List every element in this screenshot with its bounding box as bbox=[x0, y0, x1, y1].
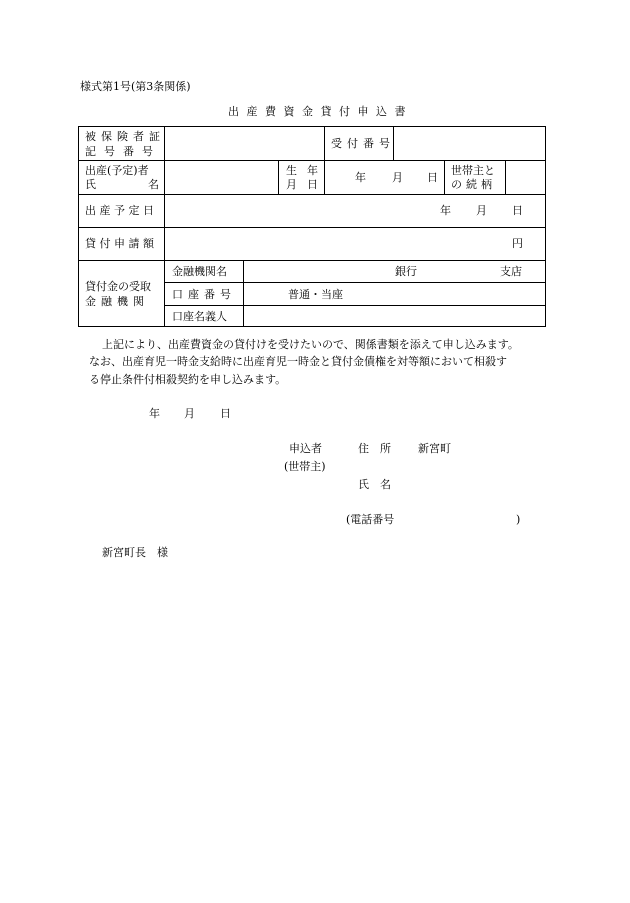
birth-label-1a: 生 bbox=[286, 164, 297, 177]
receipt-number-label: 受付番号 bbox=[331, 137, 395, 150]
expectant-name-label-line2b: 名 bbox=[148, 178, 159, 191]
addressee: 新宮町長 様 bbox=[102, 546, 168, 559]
insurance-number-field[interactable] bbox=[166, 128, 322, 158]
relation-label-line2: の続柄 bbox=[451, 178, 496, 191]
address-label: 住 所 bbox=[358, 442, 391, 455]
phone-close: ) bbox=[516, 513, 521, 526]
due-year: 年 bbox=[440, 204, 451, 217]
amount-label: 貸付申請額 bbox=[85, 237, 158, 250]
birth-label-2b: 日 bbox=[307, 178, 318, 191]
branch-suffix: 支店 bbox=[500, 265, 522, 278]
account-number-label: 口座番号 bbox=[172, 288, 236, 301]
row-divider bbox=[78, 260, 546, 261]
birth-month: 月 bbox=[392, 171, 403, 184]
address-value[interactable]: 新宮町 bbox=[418, 442, 451, 455]
institution-label: 金融機関名 bbox=[172, 265, 227, 278]
applicant-name-label: 氏 名 bbox=[358, 478, 391, 491]
col-divider bbox=[324, 126, 325, 160]
row-divider bbox=[164, 305, 546, 306]
body-text-line3: る停止条件付相殺契約を申し込みます。 bbox=[89, 373, 287, 386]
amount-unit: 円 bbox=[512, 237, 523, 250]
account-type[interactable]: 普通・当座 bbox=[288, 288, 343, 301]
expectant-name-label-line2a: 氏 bbox=[85, 178, 96, 191]
birth-day: 日 bbox=[427, 171, 438, 184]
col-divider bbox=[505, 160, 506, 194]
birth-label-1b: 年 bbox=[307, 164, 318, 177]
row-divider bbox=[78, 160, 546, 161]
row-divider bbox=[78, 194, 546, 195]
due-date-label: 出産予定日 bbox=[85, 204, 158, 217]
col-divider bbox=[444, 160, 445, 194]
amount-field[interactable] bbox=[166, 229, 496, 258]
col-divider bbox=[164, 126, 165, 327]
col-divider bbox=[324, 160, 325, 194]
col-divider bbox=[243, 260, 244, 327]
bank-suffix: 銀行 bbox=[395, 265, 417, 278]
row-divider bbox=[164, 282, 546, 283]
phone-open: (電話番号 bbox=[346, 513, 395, 526]
due-day: 日 bbox=[512, 204, 523, 217]
date-month: 月 bbox=[184, 407, 195, 420]
document-title: 出産費資金貸付申込書 bbox=[228, 105, 413, 118]
col-divider bbox=[278, 160, 279, 194]
expectant-name-field[interactable] bbox=[166, 162, 276, 192]
birth-year: 年 bbox=[355, 171, 366, 184]
relation-field[interactable] bbox=[507, 162, 544, 192]
receipt-number-field[interactable] bbox=[395, 128, 544, 158]
form-number: 様式第1号(第3条関係) bbox=[80, 80, 191, 93]
body-text-line1: 上記により、出産費資金の貸付けを受けたいので、関係書類を添えて申し込みます。 bbox=[102, 338, 519, 351]
body-text-line2: なお、出産育児一時金支給時に出産育児一時金と貸付金債権を対等額において相殺す bbox=[89, 355, 507, 368]
applicant-label: 申込者 bbox=[289, 442, 322, 455]
relation-label-line1: 世帯主と bbox=[451, 164, 495, 177]
due-month: 月 bbox=[476, 204, 487, 217]
bank-group-label-line2: 金融機関 bbox=[85, 295, 149, 308]
head-of-household-label: (世帯主) bbox=[284, 460, 326, 473]
birth-label-2a: 月 bbox=[286, 178, 297, 191]
insurance-label-line1: 被保険者証 bbox=[85, 130, 165, 143]
date-day: 日 bbox=[220, 407, 231, 420]
account-holder-field[interactable] bbox=[245, 307, 544, 325]
insurance-label-line2: 記号番号 bbox=[85, 145, 161, 158]
row-divider bbox=[78, 227, 546, 228]
expectant-name-label-line1: 出産(予定)者 bbox=[85, 164, 149, 177]
bank-group-label-line1: 貸付金の受取 bbox=[85, 280, 151, 293]
account-holder-label: 口座名義人 bbox=[172, 310, 227, 323]
date-year: 年 bbox=[149, 407, 160, 420]
